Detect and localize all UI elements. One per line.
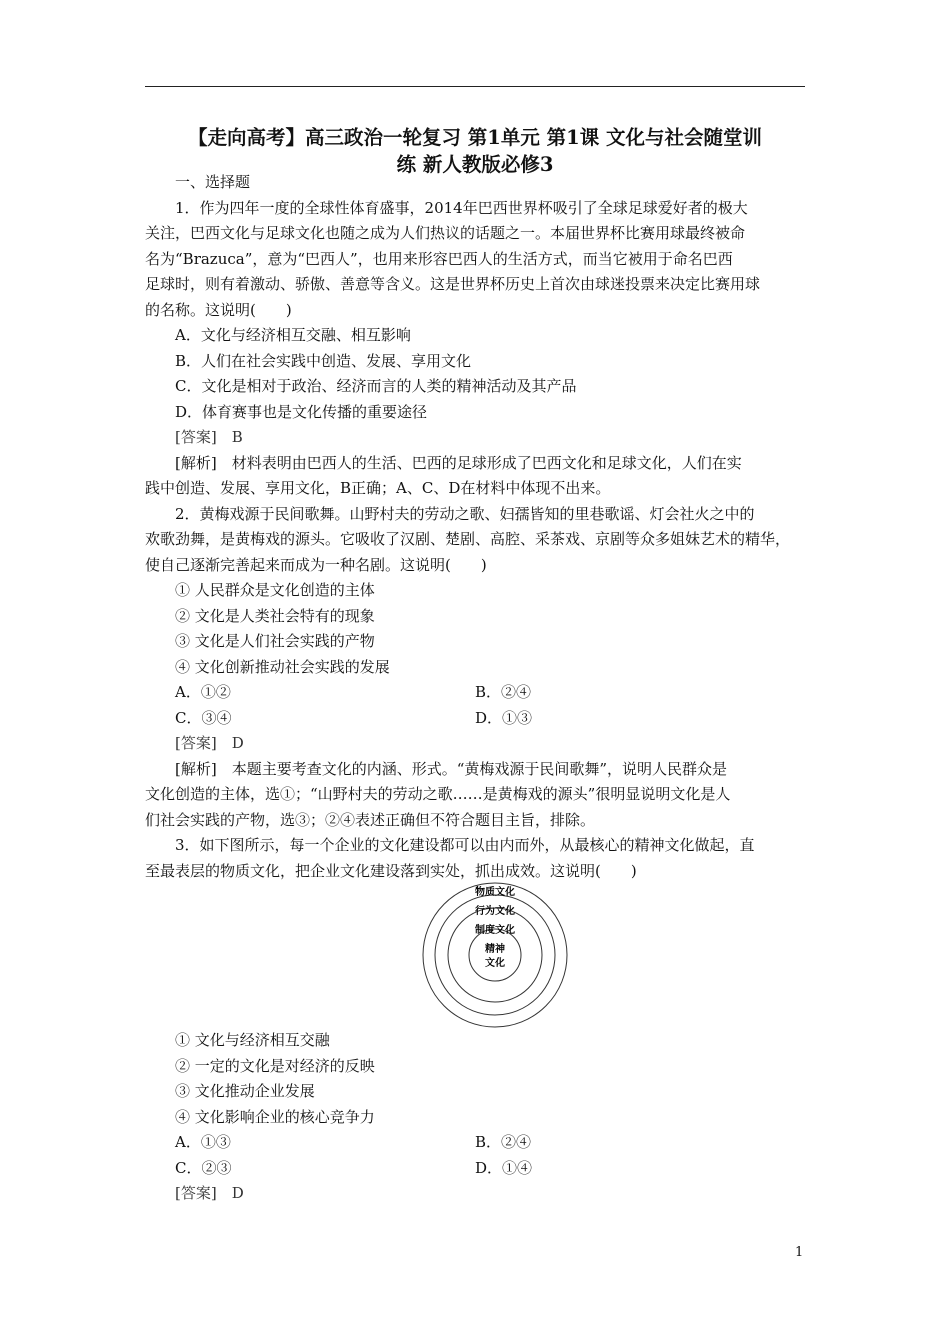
q3-item-3: ③ 文化推动企业发展 xyxy=(175,1082,315,1100)
q2-analysis-line: 们社会实践的产物，选③；②④表述正确但不符合题目主旨，排除。 xyxy=(145,810,596,829)
q2-option-a: A．①② xyxy=(175,683,231,701)
third-ring xyxy=(448,908,542,1002)
q1-text-line: 足球时，则有着激动、骄傲、善意等含义。这是世界杯历史上首次由球迷投票来决定比赛用球 xyxy=(145,275,761,293)
q1-option-c: C．文化是相对于政治、经济而言的人类的精神活动及其产品 xyxy=(175,377,577,395)
q2-item-3: ③ 文化是人们社会实践的产物 xyxy=(175,632,375,650)
question-block-1 xyxy=(145,170,810,884)
q1-analysis-line: 践中创造、发展、享用文化，B正确；A、C、D在材料中体现不出来。 xyxy=(145,479,611,497)
q2-item-2: ② 文化是人类社会特有的现象 xyxy=(175,606,375,625)
core-ring xyxy=(469,929,521,981)
q3-answer: [答案] D xyxy=(175,1184,244,1202)
q3-text-line: 至最表层的物质文化，把企业文化建设落到实处，抓出成效。这说明( ) xyxy=(145,861,637,880)
section-heading: 一、选择题 xyxy=(175,173,251,191)
q1-text-line: 名为“Brazuca”，意为“巴西人”，也用来形容巴西人的生活方式，而当它被用于命名巴西 xyxy=(145,249,733,268)
q1-option-a: A．文化与经济相互交融、相互影响 xyxy=(175,326,411,344)
q3-item-1: ① 文化与经济相互交融 xyxy=(175,1031,330,1049)
q2-item-1: ① 人民群众是文化创造的主体 xyxy=(175,581,375,599)
culture-layers-diagram xyxy=(420,880,570,1030)
core-label-1: 精神 xyxy=(485,944,505,955)
question-block-3 xyxy=(145,1028,810,1207)
q1-text-line: 1．作为四年一度的全球性体育盛事，2014年巴西世界杯吸引了全球足球爱好者的极大 xyxy=(175,198,748,217)
core-label-2: 文化 xyxy=(485,958,505,969)
q3-text-line: 3．如下图所示，每一个企业的文化建设都可以由内而外，从最核心的精神文化做起，直 xyxy=(175,836,755,854)
outer-ring-label: 物质文化 xyxy=(475,887,515,898)
q3-option-c: C．②③ xyxy=(175,1158,232,1177)
q2-option-c: C．③④ xyxy=(175,708,232,727)
q2-text-line: 欢歌劲舞，是黄梅戏的源头。它吸收了汉剧、楚剧、高腔、采茶戏、京剧等众多姐妹艺术的精华， xyxy=(145,530,791,548)
q1-text-line: 的名称。这说明( ) xyxy=(145,300,292,319)
q1-option-d: D．体育赛事也是文化传播的重要途径 xyxy=(175,402,428,421)
q2-analysis-line: 文化创造的主体，选①；“山野村夫的劳动之歌……是黄梅戏的源头”很明显说明文化是人 xyxy=(145,785,731,803)
q3-option-a: A．①③ xyxy=(175,1133,231,1151)
q3-item-2: ② 一定的文化是对经济的反映 xyxy=(175,1056,375,1075)
q2-options-row-1 xyxy=(145,680,810,706)
q2-text-line: 使自己逐渐完善起来而成为一种名剧。这说明( ) xyxy=(145,555,487,574)
page-number: 1 xyxy=(795,1245,804,1260)
q3-option-d: D．①④ xyxy=(475,1158,533,1177)
q2-option-d: D．①③ xyxy=(475,708,533,727)
q2-text-line: 2．黄梅戏源于民间歌舞。山野村夫的劳动之歌、妇孺皆知的里巷歌谣、灯会社火之中的 xyxy=(175,504,755,523)
q2-option-b: B．②④ xyxy=(475,683,532,701)
q3-item-4: ④ 文化影响企业的核心竞争力 xyxy=(175,1107,375,1126)
q3-option-b: B．②④ xyxy=(475,1133,532,1151)
q1-option-b: B．人们在社会实践中创造、发展、享用文化 xyxy=(175,351,472,370)
header-rule xyxy=(145,86,805,87)
q1-answer: [答案] B xyxy=(175,428,243,446)
q2-analysis-line: [解析] 本题主要考查文化的内涵、形式。“黄梅戏源于民间歌舞”，说明人民群众是 xyxy=(175,759,728,778)
q1-text-line: 关注，巴西文化与足球文化也随之成为人们热议的话题之一。本届世界杯比赛用球最终被命 xyxy=(145,224,746,242)
title-line-2: 练 新人教版必修3 xyxy=(396,153,554,176)
outer-ring xyxy=(423,883,567,1027)
q2-item-4: ④ 文化创新推动社会实践的发展 xyxy=(175,657,390,676)
second-ring-label: 行为文化 xyxy=(475,906,515,917)
third-ring-label: 制度文化 xyxy=(475,925,515,936)
q3-options-row-1 xyxy=(145,1130,810,1156)
q3-options-row-2 xyxy=(145,1156,810,1182)
title-line-1: 【走向高考】高三政治一轮复习 第1单元 第1课 文化与社会随堂训 xyxy=(187,126,762,149)
q2-answer: [答案] D xyxy=(175,734,244,752)
q2-options-row-2 xyxy=(145,706,810,732)
q1-analysis-line: [解析] 材料表明由巴西人的生活、巴西的足球形成了巴西文化和足球文化，人们在实 xyxy=(175,453,742,472)
